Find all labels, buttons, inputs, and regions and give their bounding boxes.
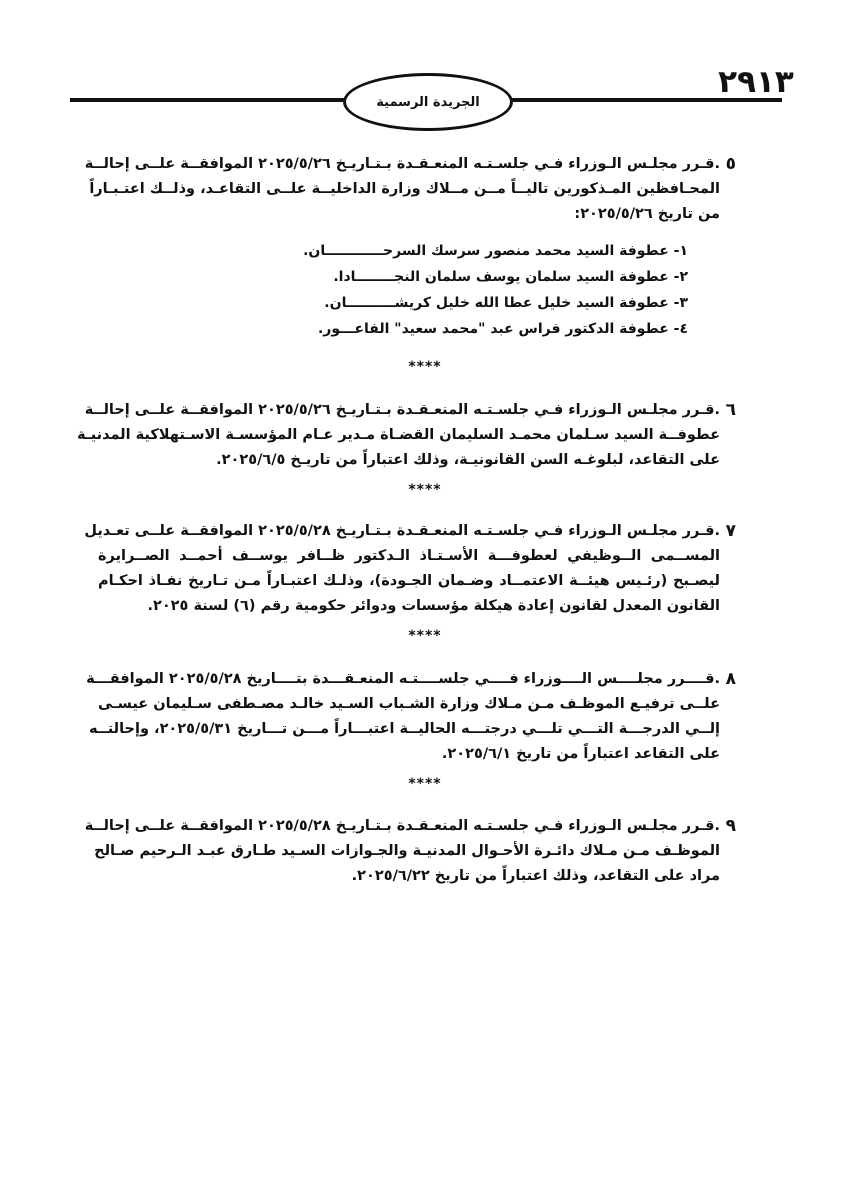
decision-text-line: مراد على التقاعد، وذلك اعتباراً من تاريخ ٢٠٢٥/٦/٢٢. [351, 868, 720, 884]
list-item: ١- عطوفة السيد محمد منصور سرسك السرحــــــــــــان. [303, 243, 688, 259]
gazette-title: الجريدة الرسمية [376, 94, 480, 110]
decision-text-line: القانون المعدل لقانون إعادة هيكلة مؤسسات ودوائر حكومية رقم (٦) لسنة ٢٠٢٥. [147, 598, 720, 614]
decision-text-line: ليصـبح (رئـيس هيئــة الاعتمــاد وضـمان الجـودة)، وذلـك اعتبـاراً مـن تـاريخ نفـاذ احكـام [98, 573, 720, 589]
page-number: ٢٩١٣ [718, 64, 794, 100]
decision-number: ٩ [725, 816, 736, 836]
retirees-list [300, 238, 688, 342]
decision-text-line: .قـرر مجلـس الـوزراء فـي جلسـتـه المنعـقـدة بـتـاريـخ ٢٠٢٥/٥/٢٨ الموافقــة علــى تعـديل [84, 523, 720, 539]
decision-number: ٨ [725, 669, 736, 689]
decision-text-line: .قـرر مجلـس الـوزراء فـي جلسـتـه المنعـقـدة بـتـاريـخ ٢٠٢٥/٥/٢٨ الموافقــة علــى إحالــة [84, 818, 720, 834]
decision-text-line: .قــــرر مجلــــس الــــوزراء فــــي جلســــتـه المنعـقـــدة بتــــاريخ ٢٠٢٥/٥/٢٨ الموافقـــة [86, 671, 720, 687]
decision-text-line: على التقاعد اعتباراً من تاريخ ٢٠٢٥/٦/١. [441, 746, 720, 762]
decision-8 [86, 667, 736, 767]
list-item: ٢- عطوفة السيد سلمان يوسف سلمان النجــــــــادا. [333, 269, 688, 285]
gazette-title-oval [343, 73, 513, 131]
list-item: ٤- عطوفة الدكتور فراس عبد "محمد سعيد" الفاعـــور. [317, 321, 688, 337]
decision-text-line: على التقاعد، لبلوغـه السن القانونيـة، وذلك اعتباراً من تاريـخ ٢٠٢٥/٦/٥. [216, 452, 720, 468]
section-separator: **** [408, 776, 442, 792]
decision-text-line: عطوفــة السيد سـلمان محمـد السليمان القضـاة مـدير عـام المؤسسـة الاسـتهلاكية المدنيـة [76, 427, 720, 443]
decision-7 [84, 519, 736, 619]
decision-5 [84, 152, 736, 227]
decision-text-line: علــى ترفيـع الموظـف مـن مـلاك وزارة الشـباب السـيد خالـد مصـطفى سـليمان عيسـى [98, 696, 720, 712]
decision-9 [84, 814, 736, 889]
section-separator: **** [408, 628, 442, 644]
decision-text-line: المحـافظين المـذكورين تاليــاً مــن مــلاك وزارة الداخليــة علــى التقاعـد، وذلــك اعتـبـاراً [89, 181, 720, 197]
decision-number: ٧ [725, 521, 736, 541]
decision-text-line: الموظـف مـن مـلاك دائـرة الأحـوال المدنيـة والجـوازات السـيد طـارق عبـد الـرحيم صـالح [94, 843, 720, 859]
decision-text-line: المســمى الــوظيفي لعطوفـــة الأسـتـاذ الـدكتور ظــافر يوســف أحمــد الصــرايرة [98, 548, 720, 564]
decision-text-line: من تاريخ ٢٠٢٥/٥/٢٦: [574, 206, 720, 222]
decision-text-line: .قـرر مجلـس الـوزراء فـي جلسـتـه المنعـقـدة بـتـاريـخ ٢٠٢٥/٥/٢٦ الموافقــة علــى إحالــة [84, 156, 720, 172]
section-separator: **** [408, 359, 442, 375]
decision-6 [76, 398, 736, 473]
decision-number: ٥ [725, 154, 736, 174]
decision-number: ٦ [725, 400, 736, 420]
decision-text-line: .قـرر مجلـس الـوزراء فـي جلسـتـه المنعـقـدة بـتـاريـخ ٢٠٢٥/٥/٢٦ الموافقــة علــى إحالــة [84, 402, 720, 418]
decision-text-line: إلــي الدرجـــة التـــي تلـــي درجتـــه الحاليــة اعتبـــاراً مـــن تـــاريخ ٢٠٢٥/٥/٣١، وإحالتــه [89, 721, 720, 737]
section-separator: **** [408, 482, 442, 498]
list-item: ٣- عطوفة السيد خليل عطا الله خليل كريشــــــــــان. [324, 295, 688, 311]
